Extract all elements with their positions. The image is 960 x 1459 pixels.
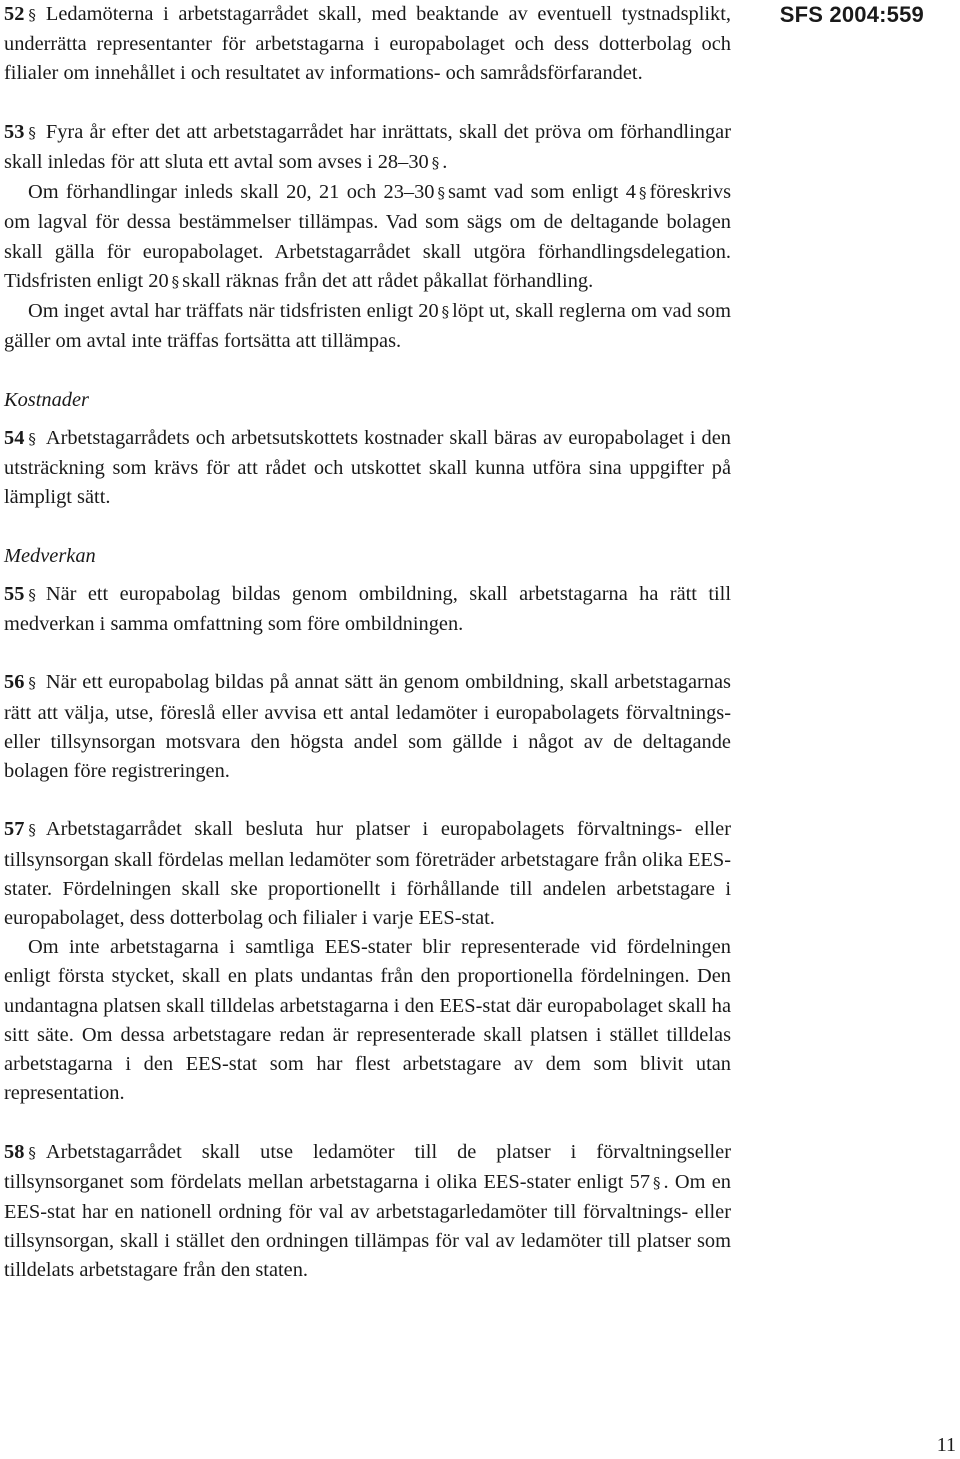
- section-sign: §: [28, 585, 36, 604]
- paragraph: [4, 1138, 731, 1286]
- section-55: [4, 580, 731, 639]
- paragraph-text: samt vad som enligt 4: [448, 181, 636, 204]
- paragraph-text: När ett europabolag bildas på annat sätt än genom ombildning, skall arbetstagarnas rätt att välja, utse, föreslå eller avvisa ett antal ledamöter i europabolagets förvaltnings- eller tillsynsorgan motsvara den högsta andel som gällde i något av de deltagande bolagen före registreringen.: [4, 671, 731, 783]
- section-sign: §: [28, 6, 36, 24]
- paragraph: [4, 424, 731, 513]
- heading-kostnader: Kostnader: [4, 388, 89, 411]
- section-number: 57: [4, 818, 25, 841]
- paragraph-text: Fyra år efter det att arbetstagarrådet har inrättats, skall det pröva om förhandlingar skall inledas för att sluta ett avtal som avses i 28–30: [4, 120, 731, 173]
- section-sign: §: [28, 1143, 36, 1162]
- section-sign: §: [437, 184, 445, 203]
- section-sign: §: [171, 272, 180, 291]
- document-reference: SFS 2004:559: [779, 2, 924, 27]
- paragraph-text: Om förhandlingar inleds skall 20, 21 och 23–30: [28, 181, 435, 204]
- paragraph-text: Arbetstagarrådets och arbetsutskottets kostnader skall bäras av europabolaget i den utsträckning som krävs för att rådet och utskottet skall kunna utföra sina uppgifter på lämpligt sätt.: [4, 426, 731, 509]
- section-number: 54: [4, 426, 25, 449]
- section-57: [4, 815, 731, 1108]
- body-text: [4, 0, 731, 1315]
- paragraph-text: . Om en EES-stat har en nationell ordning för val av arbetstagarledamöter till förvaltnings- eller tillsynsorgan, skall i stället den ordningen tillämpas för val av ledamöter till platser som tilldelats arbetstagare från den staten.: [4, 1170, 731, 1282]
- section-number: 55: [4, 582, 25, 605]
- paragraph-text: löpt ut, skall reglerna om vad som gäller om avtal inte träffas fortsätta att tillämpas.: [4, 300, 731, 353]
- paragraph: [4, 118, 731, 178]
- section-number: 56: [4, 671, 25, 694]
- paragraph-text: När ett europabolag bildas genom ombildning, skall arbetstagarna ha rätt till medverkan i samma omfattning som före ombildningen.: [4, 582, 731, 636]
- section-sign: §: [28, 821, 36, 840]
- paragraph-text: föreskrivs om lagval för dessa bestämmelser tillämpas. Vad som sägs om de deltagande bolagen skall gälla för europabolaget. Arbetstagarrådet skall utgöra förhandlingsdelegation. Tidsfristen enligt 20: [4, 181, 732, 292]
- paragraph: [4, 0, 731, 89]
- section-54: [4, 424, 731, 513]
- section-58: [4, 1138, 731, 1286]
- section-sign: §: [441, 303, 450, 322]
- paragraph: [4, 815, 731, 933]
- section-56: [4, 668, 731, 786]
- section-number: 52: [4, 3, 25, 25]
- paragraph-text: .: [442, 151, 448, 173]
- page-number: 11: [936, 1434, 956, 1456]
- heading-medverkan: Medverkan: [4, 544, 96, 567]
- paragraph: [4, 933, 731, 1108]
- paragraph: [4, 668, 731, 786]
- paragraph: [4, 297, 731, 356]
- section-sign: §: [638, 184, 647, 203]
- section-52: [4, 0, 731, 89]
- paragraph-text: Ledamöterna i arbetstagarrådet skall, med beaktande av eventuell tystnadsplikt, underrätta representanter för arbetstagarna i europabolaget och dess dotterbolag och filialer om innehållet i och resultatet av informations- och samrådsförfarandet.: [4, 3, 731, 85]
- section-sign: §: [28, 123, 36, 142]
- paragraph-text: skall räknas från det att rådet påkallat förhandling.: [182, 269, 594, 292]
- section-sign: §: [28, 429, 36, 448]
- paragraph-text: Om inget avtal har träffats när tidsfristen enligt 20: [28, 300, 439, 323]
- paragraph-text: Om inte arbetstagarna i samtliga EES-stater blir representerade vid fördelningen enligt första stycket, skall en plats undantas från den proportionella fördelningen. Den undantagna platsen skall tilldelas arbetstagarna i den EES-stat där europabolaget skall ha sitt säte. Om dessa arbetstagare redan är representerade skall platsen i stället tilldelas arbetstagarna i den EES-stat som har flest arbetstagare av dem som blivit utan representation.: [4, 936, 731, 1105]
- section-sign: §: [431, 154, 440, 172]
- section-53: [4, 118, 731, 357]
- paragraph: [4, 580, 731, 639]
- section-sign: §: [653, 1173, 661, 1192]
- paragraph-text: Arbetstagarrådet skall besluta hur platser i europabolagets förvaltnings- eller tillsynsorgan skall fördelas mellan ledamöter som företräder arbetstagare från olika EES-stater. Fördelningen skall ske proportionellt i förhållande till andelen arbetstagare i europabolaget, dess dotterbolag och filialer i varje EES-stat.: [4, 818, 731, 930]
- section-sign: §: [28, 674, 36, 693]
- section-number: 58: [4, 1140, 25, 1163]
- section-number: 53: [4, 120, 25, 143]
- paragraph: [4, 178, 731, 297]
- paragraph-text: Arbetstagarrådet skall utse ledamöter till de platser i förvaltningseller tillsynsorganet som fördelats mellan arbetstagarna i olika EES-stater enligt 57: [4, 1140, 731, 1193]
